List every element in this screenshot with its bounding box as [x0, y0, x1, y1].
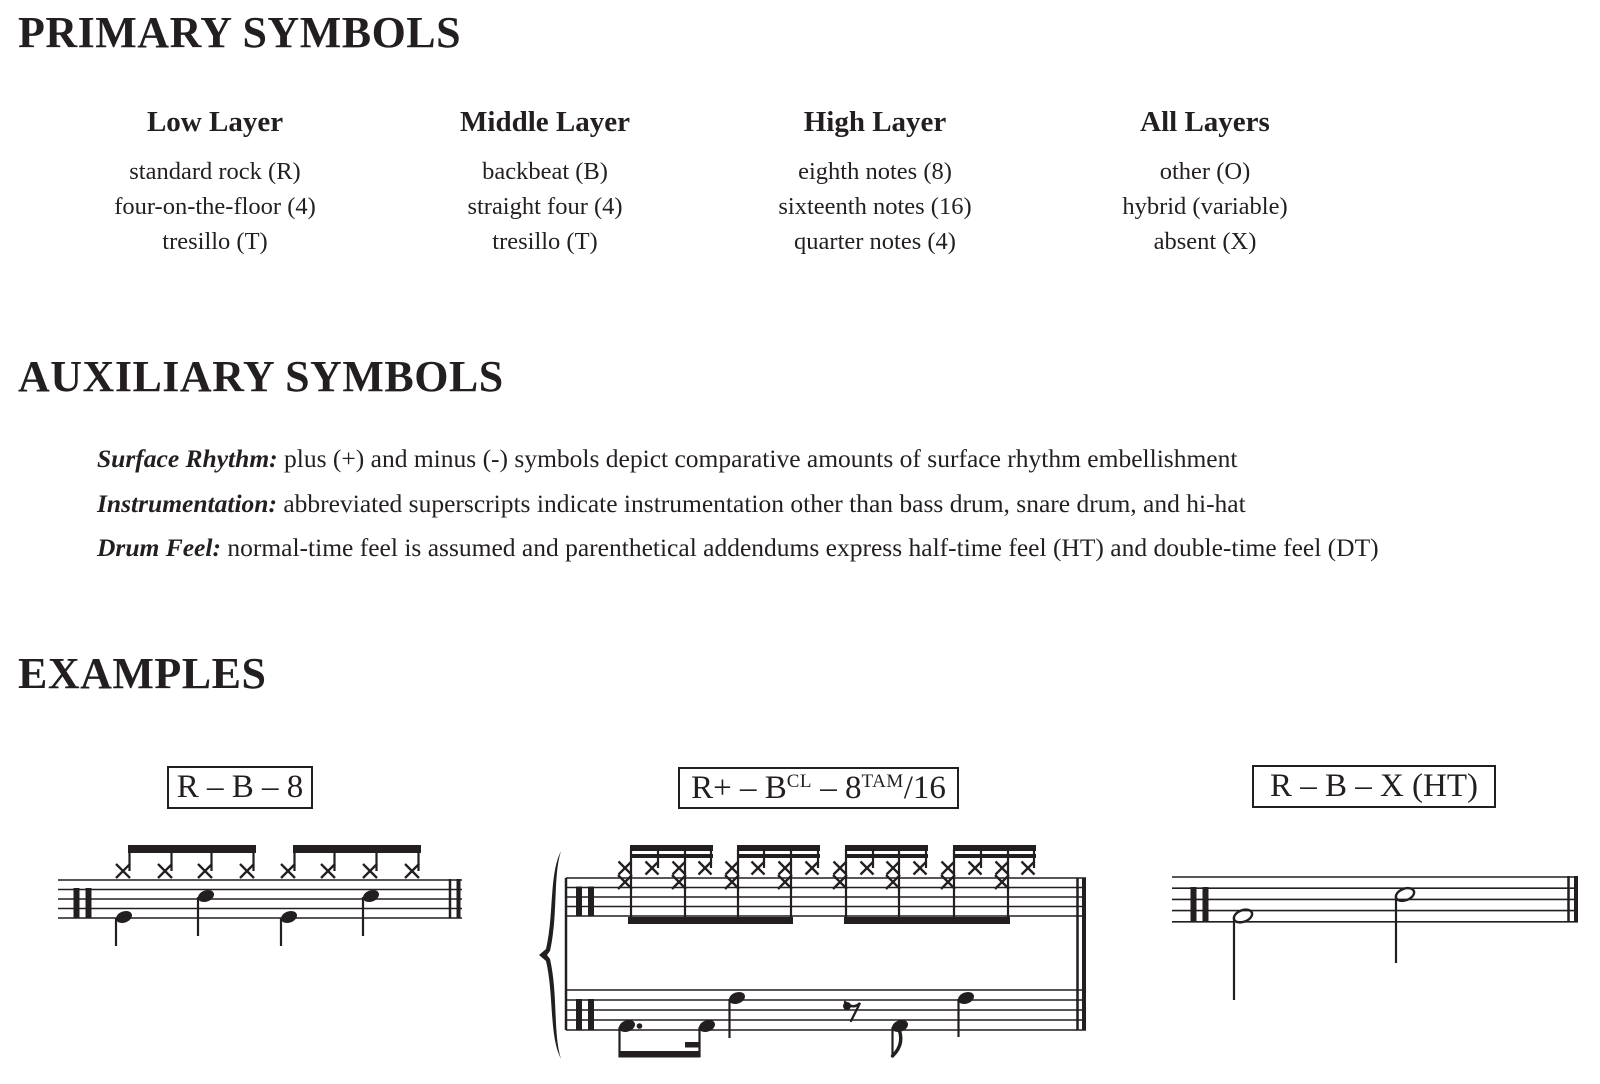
x-notehead	[363, 864, 377, 878]
auxiliary-term: Surface Rhythm:	[97, 444, 278, 473]
barline	[74, 888, 80, 918]
barline	[576, 887, 582, 917]
x-notehead	[618, 875, 632, 889]
x-notehead	[969, 862, 982, 875]
barline	[1574, 876, 1578, 922]
barline	[1203, 887, 1209, 922]
layer-item: other (O)	[1159, 158, 1251, 185]
x-notehead	[886, 875, 900, 889]
barline	[588, 887, 594, 917]
x-notehead	[240, 864, 254, 878]
x-notehead	[887, 862, 900, 875]
beam	[128, 845, 256, 853]
half-notehead	[1394, 886, 1416, 904]
x-notehead	[995, 875, 1009, 889]
notehead	[279, 909, 299, 925]
x-notehead	[942, 862, 955, 875]
beam	[619, 1051, 701, 1058]
beam	[953, 854, 1036, 858]
notation-example-3	[1172, 876, 1578, 1000]
x-notehead	[942, 862, 955, 875]
auxiliary-definition: abbreviated superscripts indicate instrumentation other than bass drum, snare drum, and hi-hat	[276, 488, 1246, 518]
example-label-box-example-2	[678, 767, 959, 809]
x-notehead	[1022, 862, 1035, 875]
barline	[565, 878, 568, 1030]
x-notehead	[914, 862, 927, 875]
x-notehead	[778, 875, 792, 889]
layer-column-items	[710, 154, 1040, 259]
beam	[628, 917, 793, 924]
x-notehead	[752, 862, 765, 875]
barline	[1076, 878, 1079, 1030]
layer-item: tresillo (T)	[162, 228, 268, 255]
x-notehead	[405, 864, 419, 878]
primary-symbols-table	[50, 103, 1370, 259]
label-segment: R+ – B	[691, 769, 787, 806]
beam	[845, 854, 928, 858]
barline	[86, 888, 92, 918]
x-notehead	[672, 875, 686, 889]
augmentation-dot	[637, 1023, 643, 1029]
layer-column-header: All Layers	[1140, 106, 1270, 138]
auxiliary-entry	[97, 482, 1379, 527]
layer-item: absent (X)	[1153, 228, 1257, 255]
layer-item: quarter notes (4)	[794, 228, 956, 255]
x-notehead	[886, 875, 900, 889]
label-segment: R – B – 8	[176, 769, 304, 805]
notation-example-1	[58, 845, 462, 946]
example-label-text	[177, 769, 304, 806]
x-notehead	[833, 875, 847, 889]
x-notehead	[321, 864, 335, 878]
x-notehead	[281, 864, 295, 878]
half-notehead	[1232, 907, 1254, 925]
x-notehead	[158, 864, 172, 878]
barline	[1567, 876, 1570, 922]
notehead	[114, 909, 134, 925]
notehead	[617, 1018, 637, 1034]
notehead	[697, 1018, 717, 1034]
layer-column-high-layer	[710, 103, 1040, 259]
layer-column-header: Middle Layer	[460, 106, 630, 138]
notehead	[196, 888, 216, 904]
x-notehead	[363, 864, 377, 878]
x-notehead	[321, 864, 335, 878]
label-superscript: CL	[786, 770, 813, 792]
x-notehead	[725, 875, 739, 889]
notehead	[956, 990, 976, 1006]
x-notehead	[996, 862, 1009, 875]
beam	[293, 845, 421, 853]
x-notehead	[116, 864, 130, 878]
x-notehead	[995, 875, 1009, 889]
auxiliary-definition: plus (+) and minus (-) symbols depict comparative amounts of surface rhythm embellishment	[277, 444, 1238, 473]
barline	[588, 999, 594, 1030]
x-notehead	[673, 862, 686, 875]
beam	[953, 845, 1036, 851]
x-notehead	[158, 864, 172, 878]
layer-column-header: High Layer	[803, 106, 947, 138]
notation-glyph	[845, 1002, 860, 1021]
label-segment: – 8	[812, 769, 862, 806]
layer-item: four-on-the-floor (4)	[114, 193, 316, 220]
label-superscript: TAM	[861, 770, 904, 792]
x-notehead	[699, 862, 712, 875]
x-notehead	[969, 862, 982, 875]
beam	[630, 854, 713, 858]
auxiliary-term: Drum Feel:	[97, 533, 221, 562]
augmentation-dot	[843, 1002, 851, 1010]
example-label-text	[1270, 768, 1478, 805]
barline	[449, 879, 452, 918]
layer-item: standard rock (R)	[129, 158, 301, 185]
x-notehead	[833, 875, 847, 889]
x-notehead	[778, 875, 792, 889]
x-notehead	[240, 864, 254, 878]
layer-item: hybrid (variable)	[1122, 193, 1288, 220]
x-notehead	[996, 862, 1009, 875]
layer-column-header: Low Layer	[146, 106, 284, 138]
x-notehead	[834, 862, 847, 875]
layer-item: eighth notes (8)	[798, 158, 952, 185]
auxiliary-symbols-heading: AUXILIARY SYMBOLS	[18, 352, 504, 401]
x-notehead	[834, 862, 847, 875]
x-notehead	[619, 862, 632, 875]
x-notehead	[281, 864, 295, 878]
x-notehead	[672, 875, 686, 889]
layer-column-items	[1040, 154, 1370, 259]
examples-heading: EXAMPLES	[18, 649, 267, 698]
auxiliary-entry	[97, 526, 1379, 571]
auxiliary-definition: normal-time feel is assumed and parenthetical addendums express half-time feel (HT) and double-time feel (DT)	[220, 533, 1379, 562]
x-notehead	[646, 862, 659, 875]
x-notehead	[941, 875, 955, 889]
x-notehead	[726, 862, 739, 875]
example-label-text	[691, 770, 946, 807]
notehead	[727, 990, 747, 1006]
layer-column-low-layer	[50, 103, 380, 259]
notehead	[890, 1018, 910, 1034]
x-notehead	[619, 862, 632, 875]
barline	[457, 879, 461, 918]
layer-item: sixteenth notes (16)	[778, 193, 972, 220]
label-segment: /16	[903, 769, 946, 806]
x-notehead	[699, 862, 712, 875]
x-notehead	[198, 864, 212, 878]
layer-column-middle-layer	[380, 103, 710, 259]
layer-column-items	[380, 154, 710, 259]
x-notehead	[941, 875, 955, 889]
barline	[576, 999, 582, 1030]
x-notehead	[752, 862, 765, 875]
x-notehead	[779, 862, 792, 875]
x-notehead	[116, 864, 130, 878]
x-notehead	[646, 862, 659, 875]
x-notehead	[806, 862, 819, 875]
brace	[539, 851, 561, 1059]
beam	[685, 1042, 701, 1048]
beam	[844, 917, 1010, 924]
x-notehead	[861, 862, 874, 875]
beam	[737, 845, 820, 851]
notehead	[361, 888, 381, 904]
layer-column-items	[50, 154, 380, 259]
x-notehead	[725, 875, 739, 889]
layer-item: straight four (4)	[467, 193, 623, 220]
primary-symbols-heading: PRIMARY SYMBOLS	[18, 8, 462, 57]
layer-column-all-layers	[1040, 103, 1370, 259]
auxiliary-entry	[97, 437, 1379, 482]
notation-example-2	[539, 845, 1086, 1059]
notation-glyph	[893, 1026, 901, 1056]
x-notehead	[887, 862, 900, 875]
x-notehead	[618, 875, 632, 889]
label-segment: R – B – X (HT)	[1269, 768, 1479, 804]
barline	[1191, 887, 1197, 922]
x-notehead	[806, 862, 819, 875]
barline	[1082, 878, 1086, 1030]
layer-item: tresillo (T)	[492, 228, 598, 255]
x-notehead	[726, 862, 739, 875]
x-notehead	[1022, 862, 1035, 875]
x-notehead	[861, 862, 874, 875]
x-notehead	[198, 864, 212, 878]
example-label-box-example-3	[1252, 765, 1496, 808]
auxiliary-symbols-list	[97, 437, 1379, 571]
x-notehead	[673, 862, 686, 875]
example-label-box-example-1	[167, 766, 313, 809]
x-notehead	[405, 864, 419, 878]
beam	[630, 845, 713, 851]
layer-item: backbeat (B)	[482, 158, 608, 185]
beam	[845, 845, 928, 851]
beam	[737, 854, 820, 858]
x-notehead	[779, 862, 792, 875]
auxiliary-term: Instrumentation:	[97, 488, 277, 518]
x-notehead	[914, 862, 927, 875]
